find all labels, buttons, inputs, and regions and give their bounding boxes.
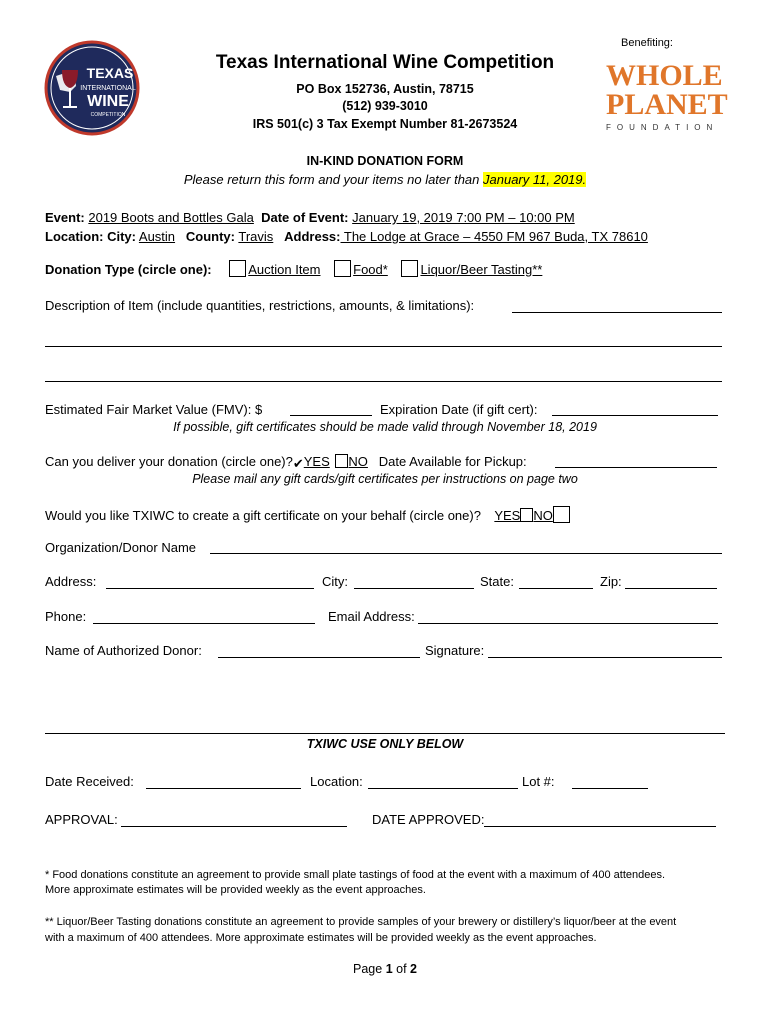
gift-no-label: NO [533, 508, 553, 523]
expiration-label: Expiration Date (if gift cert): [380, 402, 538, 417]
deliver-yes-label: YES [303, 454, 330, 469]
auction-checkbox[interactable] [229, 260, 246, 277]
return-note-text: Please return this form and your items no later than [183, 172, 484, 187]
benefiting-label: Benefiting: [621, 37, 673, 49]
page-label: Page [353, 962, 386, 976]
office-location-input[interactable] [368, 788, 518, 789]
liquor-checkbox[interactable] [401, 260, 418, 277]
mail-note: Please mail any gift cards/gift certificates per instructions on page two [192, 472, 578, 486]
phone-input[interactable] [93, 623, 315, 624]
org-label: Organization/Donor Name [45, 540, 197, 555]
org-tax-id: IRS 501(c) 3 Tax Exempt Number 81-2673524 [252, 117, 518, 131]
liquor-footnote-2: with a maximum of 400 attendees. More approximate estimates will be provided weekly as the event approaches. [45, 932, 597, 944]
phone-label: Phone: [45, 609, 87, 624]
description-line-2[interactable] [45, 346, 722, 347]
logo-text-wine: WINE [87, 93, 129, 110]
date-received-input[interactable] [146, 788, 301, 789]
org-input[interactable] [210, 553, 722, 554]
whole-planet-logo [606, 59, 728, 142]
office-location-label: Location: [310, 774, 363, 789]
event-value: 2019 Boots and Bottles Gala [88, 210, 254, 225]
zip-label: Zip: [600, 574, 622, 589]
state-input[interactable] [519, 588, 593, 589]
form-heading: IN-KIND DONATION FORM [306, 154, 464, 168]
date-received-label: Date Received: [45, 774, 134, 789]
deliver-label: Can you deliver your donation (circle one)? [45, 454, 293, 469]
city-input[interactable] [354, 588, 474, 589]
liquor-label: Liquor/Beer Tasting** [420, 262, 543, 277]
food-checkbox[interactable] [334, 260, 351, 277]
address-label: Address: [284, 229, 341, 244]
location-label: Location: City: [45, 229, 136, 244]
logo-text-competition: COMPETITION [90, 112, 126, 118]
liquor-footnote-1: ** Liquor/Beer Tasting donations constitute an agreement to provide samples of your brewery or distillery’s liquor/beer at the event [45, 916, 677, 928]
address2-input[interactable] [106, 588, 314, 589]
lot-label: Lot #: [522, 774, 555, 789]
gift-yes-checkbox[interactable] [520, 508, 533, 522]
donation-type-row [45, 260, 542, 277]
description-label: Description of Item (include quantities, restrictions, amounts, & limitations): [45, 298, 475, 313]
auction-label: Auction Item [248, 262, 321, 277]
food-label: Food* [353, 262, 388, 277]
whole-planet-line2: PLANET [606, 88, 728, 121]
whole-planet-line3: FOUNDATION [606, 123, 719, 132]
county-value: Travis [238, 229, 274, 244]
location-city: Austin [138, 229, 176, 244]
logo-text-international: INTERNATIONAL [80, 85, 136, 92]
gift-cert-row [45, 506, 572, 523]
description-line-3[interactable] [45, 381, 722, 382]
expiration-input[interactable] [552, 415, 718, 416]
event-date-value: January 19, 2019 7:00 PM – 10:00 PM [352, 210, 575, 225]
page-of: of [392, 962, 411, 976]
page-total: 2 [410, 962, 417, 976]
gift-cert-note: If possible, gift certificates should be made valid through November 18, 2019 [173, 420, 597, 434]
event-date-label: Date of Event: [261, 210, 349, 225]
city-label: City: [322, 574, 348, 589]
address-value: The Lodge at Grace – 4550 FM 967 Buda, TX 78610 [340, 229, 648, 244]
whole-planet-line1: WHOLE [606, 59, 723, 92]
approval-input[interactable] [121, 826, 347, 827]
email-label: Email Address: [328, 609, 415, 624]
county-label: County: [185, 229, 235, 244]
return-note [100, 172, 670, 187]
auth-donor-input[interactable] [218, 657, 420, 658]
signature-label: Signature: [425, 643, 485, 658]
date-approved-label: DATE APPROVED: [372, 812, 485, 827]
event-label: Event: [45, 210, 85, 225]
auth-donor-label: Name of Authorized Donor: [45, 643, 202, 658]
return-date: January 11, 2019. [483, 172, 587, 187]
description-line-1[interactable] [512, 312, 722, 313]
pickup-label: Date Available for Pickup: [378, 454, 527, 469]
deliver-yes-checkbox[interactable] [293, 456, 304, 470]
office-divider [45, 733, 725, 734]
fmv-input[interactable] [290, 415, 372, 416]
food-footnote-1: * Food donations constitute an agreement to provide small plate tastings of food at the event with a maximum of 400 attendees. [45, 869, 666, 881]
fmv-label: Estimated Fair Market Value (FMV): $ [45, 402, 263, 417]
date-approved-input[interactable] [484, 826, 716, 827]
org-address: PO Box 152736, Austin, 78715 [296, 82, 474, 96]
page-current: 1 [385, 962, 393, 976]
zip-input[interactable] [625, 588, 717, 589]
gift-cert-label: Would you like TXIWC to create a gift certificate on your behalf (circle one)? [45, 508, 481, 523]
food-footnote-2: More approximate estimates will be provided weekly as the event approaches. [45, 884, 426, 896]
office-heading: TXIWC USE ONLY BELOW [306, 737, 464, 751]
gift-no-checkbox[interactable] [553, 506, 570, 523]
address2-label: Address: [45, 574, 97, 589]
state-label: State: [480, 574, 514, 589]
deliver-row [45, 454, 527, 470]
event-line [45, 210, 575, 225]
gift-yes-label: YES [494, 508, 521, 523]
donation-type-label: Donation Type (circle one): [45, 262, 212, 277]
txiwc-logo [44, 40, 140, 136]
approval-label: APPROVAL: [45, 812, 118, 827]
pickup-input[interactable] [555, 467, 717, 468]
org-phone: (512) 939-3010 [342, 99, 428, 113]
lot-input[interactable] [572, 788, 648, 789]
deliver-check-mark: ✔ [292, 456, 304, 471]
logo-text-texas: TEXAS [86, 65, 134, 81]
deliver-no-checkbox[interactable] [335, 454, 348, 468]
page-number [285, 962, 485, 976]
location-line [45, 229, 648, 244]
signature-input[interactable] [488, 657, 722, 658]
email-input[interactable] [418, 623, 718, 624]
page-title: Texas International Wine Competition [215, 52, 555, 73]
deliver-no-label: NO [348, 454, 368, 469]
